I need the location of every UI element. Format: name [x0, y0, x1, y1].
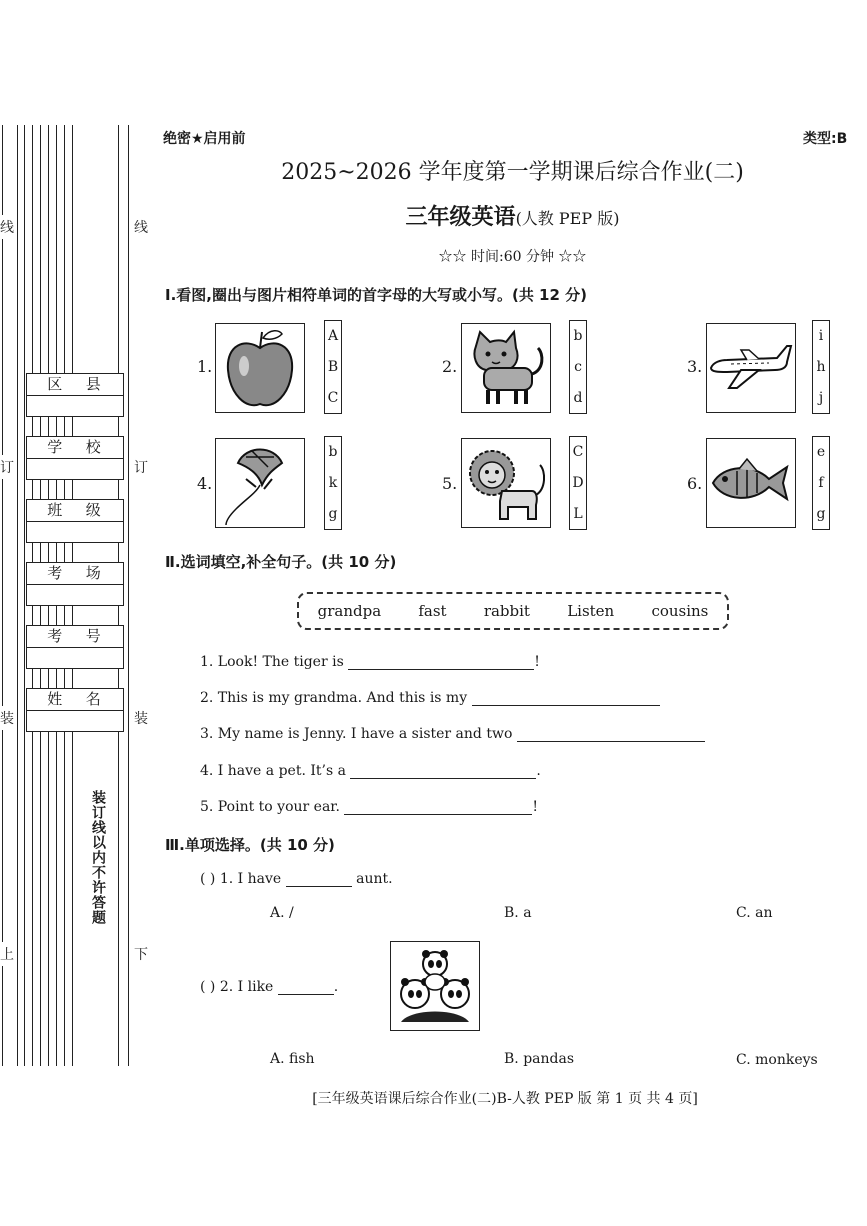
exam-room-field[interactable] [27, 585, 123, 605]
section-2-heading: Ⅱ.选词填空,补全句子。(共 10 分) [165, 553, 397, 571]
pandas-icon [390, 941, 480, 1031]
question-2-option-b[interactable]: B. pandas [504, 1051, 575, 1067]
edition-label: (人教 PEP 版) [515, 209, 620, 228]
answer-blank[interactable] [286, 872, 352, 887]
letter-option[interactable]: j [818, 389, 824, 406]
item-4-number: 4. [197, 474, 213, 493]
letter-option[interactable]: g [328, 505, 338, 522]
sentence-2: 2. This is my grandma. And this is my [200, 690, 660, 706]
binding-warning: 装订线以内不许答题 [90, 790, 106, 925]
letter-option[interactable]: C [327, 389, 339, 406]
letter-option[interactable]: f [818, 474, 824, 491]
letter-option[interactable]: k [328, 474, 338, 491]
school-field[interactable] [27, 459, 123, 479]
letter-option[interactable]: b [573, 328, 583, 345]
item-4-letter-choices [324, 436, 342, 530]
letter-option[interactable]: g [816, 505, 826, 522]
lion-icon [461, 438, 551, 528]
word-bank-item: Listen [567, 602, 615, 620]
sentence-5: 5. Point to your ear. ! [200, 799, 538, 815]
student-info-class: 班 级 [26, 499, 124, 543]
page-footer: [三年级英语课后综合作业(二)B-人教 PEP 版 第 1 页 共 4 页] [312, 1091, 698, 1107]
word-bank-item: fast [418, 602, 447, 620]
answer-blank[interactable] [278, 980, 334, 995]
word-bank-item: rabbit [483, 602, 530, 620]
page-title: 2025~2026 学年度第一学期课后综合作业(二) [281, 160, 744, 185]
question-1-option-b[interactable]: B. a [504, 905, 532, 921]
fish-icon [706, 438, 796, 528]
student-info-district: 区 县 [26, 373, 124, 417]
question-1: ( ) 1. I have aunt. [200, 871, 393, 887]
item-2-number: 2. [442, 357, 458, 376]
student-info-exam-number: 考 号 [26, 625, 124, 669]
letter-option[interactable]: d [573, 389, 583, 406]
item-3-letter-choices [812, 320, 830, 414]
class-field[interactable] [27, 522, 123, 542]
item-2-letter-choices [569, 320, 587, 414]
district-field[interactable] [27, 396, 123, 416]
letter-option[interactable]: i [818, 328, 824, 345]
letter-option[interactable]: e [816, 444, 826, 461]
question-2-option-c[interactable]: C. monkeys [736, 1052, 818, 1068]
word-bank [297, 592, 729, 630]
binding-mark-line-right: 线 [134, 215, 148, 239]
page-subtitle: 三年级英语(人教 PEP 版) [405, 205, 620, 230]
student-info-name: 姓 名 [26, 688, 124, 732]
binding-mark-bind-left: 装 [0, 706, 14, 730]
answer-blank[interactable] [350, 764, 536, 779]
item-5-letter-choices [569, 436, 587, 530]
name-field[interactable] [27, 711, 123, 731]
letter-option[interactable]: c [574, 358, 582, 375]
letter-option[interactable]: A [327, 328, 339, 345]
sentence-4: 4. I have a pet. It’s a . [200, 763, 541, 779]
type-label: 类型:B [803, 131, 848, 147]
item-1-letter-choices [324, 320, 342, 414]
question-1-option-c[interactable]: C. an [736, 905, 773, 921]
question-2: ( ) 2. I like . [200, 979, 339, 995]
letter-option[interactable]: B [327, 358, 339, 375]
question-2-option-a[interactable]: A. fish [270, 1051, 315, 1067]
letter-option[interactable]: b [328, 444, 338, 461]
exam-number-field[interactable] [27, 648, 123, 668]
cat-icon [461, 323, 551, 413]
student-info-exam-room: 考 场 [26, 562, 124, 606]
secret-label: 绝密★启用前 [163, 131, 246, 147]
sentence-1: 1. Look! The tiger is ! [200, 654, 540, 670]
item-3-number: 3. [687, 357, 703, 376]
binding-mark-order-left: 订 [0, 455, 14, 479]
binding-mark-line-left: 线 [0, 215, 14, 239]
word-bank-item: cousins [651, 602, 709, 620]
section-1-heading: Ⅰ.看图,圈出与图片相符单词的首字母的大写或小写。(共 12 分) [165, 286, 588, 304]
answer-blank[interactable] [348, 655, 534, 670]
answer-blank[interactable] [344, 800, 532, 815]
sentence-3: 3. My name is Jenny. I have a sister and two [200, 726, 705, 742]
binding-mark-bottom-right: 下 [134, 942, 148, 966]
answer-paren[interactable]: ( ) [200, 871, 216, 887]
time-limit: ☆☆ 时间:60 分钟 ☆☆ [438, 249, 587, 265]
binding-mark-order-right: 订 [134, 455, 148, 479]
item-1-number: 1. [197, 357, 213, 376]
section-3-heading: Ⅲ.单项选择。(共 10 分) [165, 836, 335, 854]
item-6-number: 6. [687, 474, 703, 493]
letter-option[interactable]: C [572, 444, 584, 461]
binding-mark-top-left: 上 [0, 942, 14, 966]
answer-blank[interactable] [472, 691, 660, 706]
letter-option[interactable]: h [816, 358, 826, 375]
student-info-school: 学 校 [26, 436, 124, 480]
item-5-number: 5. [442, 474, 458, 493]
letter-option[interactable]: D [572, 474, 584, 491]
answer-blank[interactable] [517, 727, 705, 742]
item-6-letter-choices [812, 436, 830, 530]
binding-mark-bind-right: 装 [134, 706, 148, 730]
apple-icon [215, 323, 305, 413]
kite-icon [215, 438, 305, 528]
letter-option[interactable]: L [573, 505, 583, 522]
plane-icon [706, 323, 796, 413]
question-1-option-a[interactable]: A. / [270, 905, 294, 921]
word-bank-item: grandpa [317, 602, 382, 620]
answer-paren[interactable]: ( ) [200, 979, 216, 995]
